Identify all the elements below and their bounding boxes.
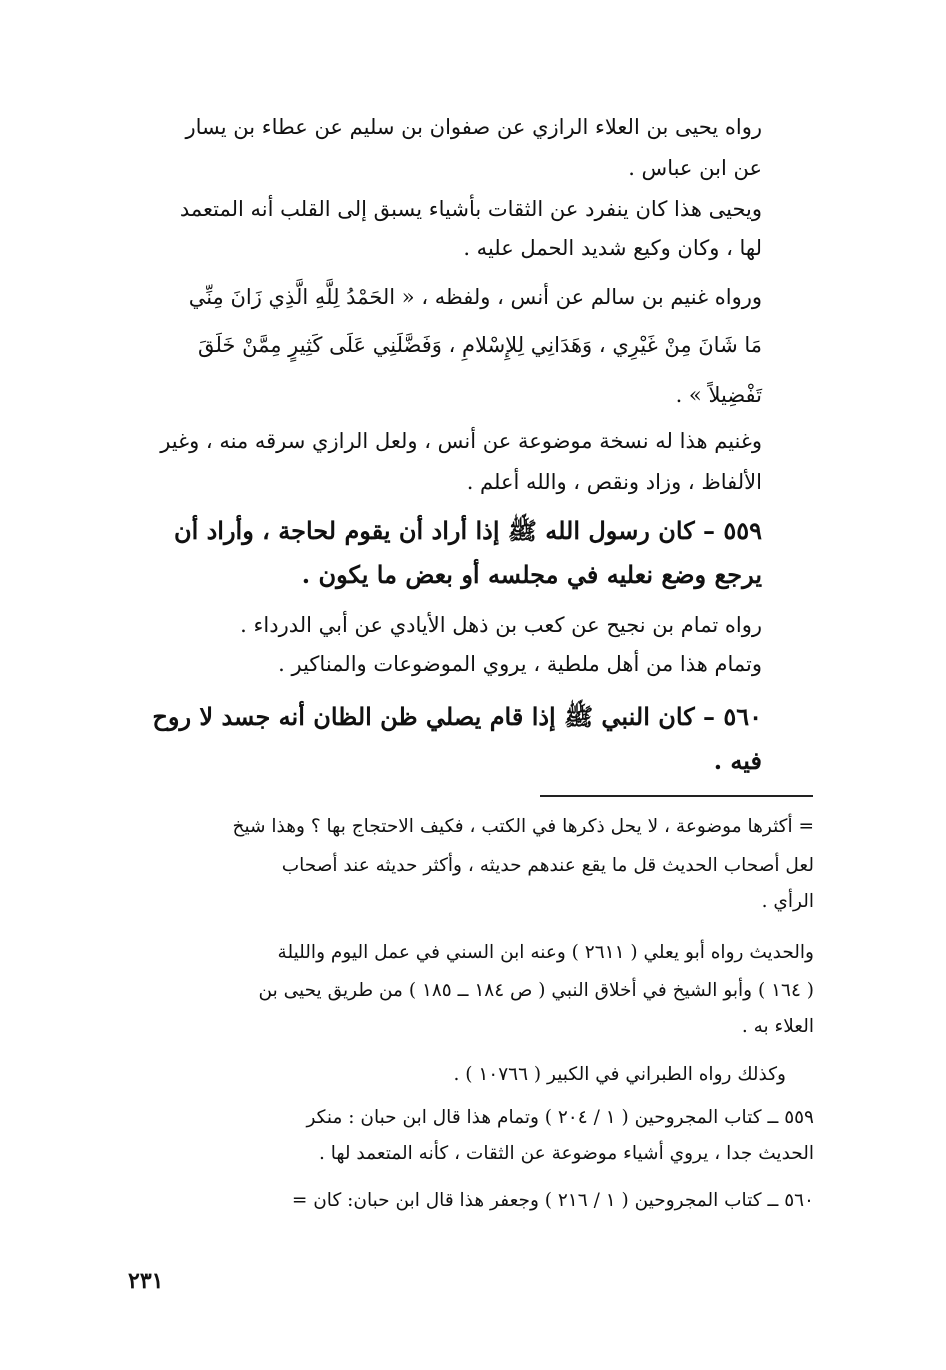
footnote-line: = أكثرها موضوعة ، لا يحل ذكرها في الكتب ، فكيف الاحتجاج بها ؟ وهذا شيخ [232, 816, 814, 837]
page-number: ٢٣١ [128, 1268, 164, 1294]
footnote-line: العلاء به . [741, 1016, 814, 1037]
body-line: ويحيى هذا كان ينفرد عن الثقات بأشياء يسبق إلى القلب أنه المتعمد [179, 197, 762, 221]
body-line: لها ، وكان وكيع شديد الحمل عليه . [463, 236, 762, 260]
footnote-line: وكذلك رواه الطبراني في الكبير ( ١٠٧٦٦ ) . [453, 1064, 786, 1085]
body-line: تَفْضِيلاً » . [675, 383, 762, 407]
footnote-line: لعل أصحاب الحديث قل ما يقع عندهم حديثه ، وأكثر حديثه عند أصحاب [281, 855, 814, 876]
footnote-line: والحديث رواه أبو يعلي ( ٢٦١١ ) وعنه ابن السني في عمل اليوم والليلة [277, 942, 814, 963]
body-line: ورواه غنيم بن سالم عن أنس ، ولفظه ، « الحَمْدُ لِلَّهِ الَّذِي زَانَ مِنِّي [188, 285, 762, 309]
hadith-560-heading: فيه . [713, 746, 762, 775]
body-line: وتمام هذا من أهل ملطية ، يروي الموضوعات والمناكير . [278, 652, 762, 676]
body-line: الألفاظ ، وزاد ونقص ، والله أعلم . [466, 470, 762, 494]
hadith-559-heading: يرجع وضع نعليه في مجلسه أو بعض ما يكون . [301, 560, 762, 589]
footnote-line: ٥٥٩ ــ كتاب المجروحين ( ١ / ٢٠٤ ) وتمام هذا قال ابن حبان : منكر [306, 1107, 814, 1128]
hadith-559-heading: ٥٥٩ – كان رسول الله ﷺ إذا أراد أن يقوم لحاجة ، وأراد أن [173, 516, 762, 545]
body-line: رواه يحيى بن العلاء الرازي عن صفوان بن سليم عن عطاء بن يسار [185, 115, 762, 139]
footnote-line: ( ١٦٤ ) وأبو الشيخ في أخلاق النبي ( ص ١٨٤ ــ ١٨٥ ) من طريق يحيى بن [258, 980, 814, 1001]
body-line: وغنيم هذا له نسخة موضوعة عن أنس ، ولعل الرازي سرقه منه ، وغير [160, 429, 762, 453]
body-line: رواه تمام بن نجيح عن كعب بن ذهل الأيادي عن أبي الدرداء . [240, 613, 762, 637]
body-line: مَا شَانَ مِنْ غَيْرِي ، وَهَدَانِي لِلإِسْلامِ ، وَفَضَّلَنِي عَلَى كَثِيرٍ مِمَّنْ خَلَقَ [197, 333, 762, 357]
footnote-divider [540, 795, 813, 797]
body-line: عن ابن عباس . [628, 156, 762, 180]
footnote-line: ٥٦٠ ــ كتاب المجروحين ( ١ / ٢١٦ ) وجعفر هذا قال ابن حبان: كان = [291, 1190, 814, 1211]
footnote-line: الحديث جدا ، يروي أشياء موضوعة عن الثقات ، كأنه المتعمد لها . [318, 1143, 814, 1164]
hadith-560-heading: ٥٦٠ – كان النبي ﷺ إذا قام يصلي ظن الظان أنه جسد لا روح [152, 702, 762, 731]
footnote-line: الرأي . [761, 891, 814, 912]
